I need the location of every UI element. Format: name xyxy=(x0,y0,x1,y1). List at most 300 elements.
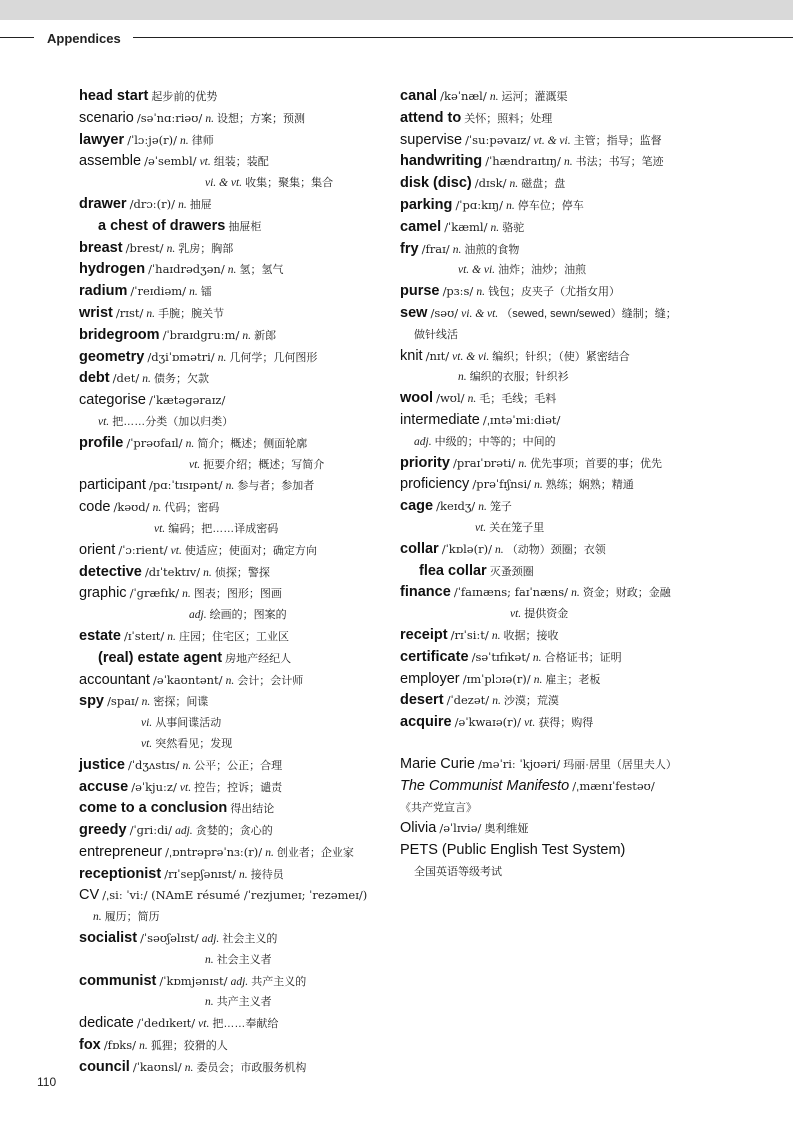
headword: estate xyxy=(79,627,121,644)
part-of-speech: adj. xyxy=(201,933,220,946)
phonetic: /ˈkɒlə(r)/ xyxy=(441,541,492,556)
headword: code xyxy=(79,499,111,516)
definition: 共产主义者 xyxy=(216,996,272,1009)
definition: （sewed, sewn/sewed）缝制；缝； xyxy=(501,307,677,320)
vocab-entry xyxy=(79,562,384,584)
entry-continuation xyxy=(79,907,384,928)
part-of-speech: n. xyxy=(225,480,235,493)
phonetic: /səʊ/ xyxy=(430,305,459,320)
part-of-speech: n. xyxy=(458,371,467,384)
definition: 油炸；油炒；油煎 xyxy=(498,264,587,277)
part-of-speech: n. xyxy=(205,996,214,1009)
phonetic: /ˈɡræfɪk/ xyxy=(129,586,180,601)
vocab-entry xyxy=(79,777,384,799)
entry-continuation xyxy=(79,605,384,626)
definition: 灭蚤颈圈 xyxy=(489,565,534,578)
headword: hydrogen xyxy=(79,261,146,278)
phonetic: /kəʊd/ xyxy=(113,500,150,515)
definition: 关怀；照料；处理 xyxy=(464,112,553,125)
headword: Marie Curie xyxy=(400,755,475,772)
entry-continuation xyxy=(400,432,785,453)
part-of-speech: adj. xyxy=(230,975,249,988)
definition: 奥利维娅 xyxy=(484,823,529,836)
headword: radium xyxy=(79,283,128,300)
part-of-speech: vt. xyxy=(141,737,153,750)
phonetic: /brest/ xyxy=(125,240,164,255)
vocab-entry xyxy=(79,842,384,864)
part-of-speech: n. xyxy=(227,264,237,277)
headword: come to a conclusion xyxy=(79,800,228,817)
headword: flea collar xyxy=(419,562,487,579)
headword: wrist xyxy=(79,304,113,321)
part-of-speech: vi. xyxy=(141,717,153,730)
phonetic: /prəˈfɪʃnsi/ xyxy=(472,477,531,492)
headword: priority xyxy=(400,454,450,471)
top-bar xyxy=(0,0,793,20)
phonetic: /ɪˈsteɪt/ xyxy=(123,628,165,643)
definition: 密探；间谍 xyxy=(153,696,209,709)
part-of-speech: vt. xyxy=(154,522,166,535)
headword: sew xyxy=(400,304,428,321)
entry-continuation xyxy=(400,798,785,819)
vocab-entry xyxy=(79,691,384,713)
headword: profile xyxy=(79,434,124,451)
part-of-speech: n. xyxy=(491,629,501,642)
right-column xyxy=(400,86,785,883)
part-of-speech: n. xyxy=(217,351,227,364)
definition: 编织；针织；（使）紧密结合 xyxy=(492,350,630,363)
headword: handwriting xyxy=(400,153,483,170)
entry-continuation xyxy=(79,713,384,734)
entry-continuation xyxy=(79,173,384,194)
definition: 收集；聚集；集合 xyxy=(245,177,334,190)
headword: council xyxy=(79,1058,130,1075)
definition: 社会主义者 xyxy=(216,953,272,966)
part-of-speech: n. xyxy=(189,286,198,299)
definition: 得出结论 xyxy=(230,803,275,816)
part-of-speech: vt. xyxy=(510,608,522,621)
definition: 把……奉献给 xyxy=(212,1018,279,1031)
headword: certificate xyxy=(400,648,469,665)
vocab-entry xyxy=(79,130,384,152)
phonetic: /drɔː(r)/ xyxy=(129,196,176,211)
definition: 使适应；使面对；确定方向 xyxy=(184,544,317,557)
part-of-speech: n. xyxy=(533,673,543,686)
phonetic: /dɪsk/ xyxy=(474,176,507,191)
headword: assemble xyxy=(79,153,142,170)
definition: 书法；书写；笔迹 xyxy=(575,156,664,169)
part-of-speech: n. xyxy=(182,588,191,601)
phonetic: /praɪˈɒrəti/ xyxy=(453,455,516,470)
definition: 创业者；企业家 xyxy=(276,846,354,859)
vocab-entry xyxy=(79,648,384,670)
vocab-entry xyxy=(400,690,785,712)
part-of-speech: n. xyxy=(467,393,477,406)
part-of-speech: n. xyxy=(492,695,501,708)
definition: 提供资金 xyxy=(524,608,569,621)
part-of-speech: n. xyxy=(178,198,187,211)
part-of-speech: vt. & vi. xyxy=(458,264,496,277)
definition: 起步前的优势 xyxy=(151,91,218,103)
definition: 抽屉 xyxy=(189,198,212,211)
headword: orient xyxy=(79,541,116,558)
part-of-speech: n. xyxy=(476,286,485,299)
phonetic: /rɪˈsepʃənɪst/ xyxy=(164,866,236,881)
part-of-speech: n. xyxy=(93,911,102,924)
vocab-entry xyxy=(79,583,384,605)
vocab-entry xyxy=(400,217,785,239)
part-of-speech: vi. & vt. xyxy=(461,307,499,320)
part-of-speech: n. xyxy=(489,91,499,103)
phonetic: /ˈfaɪnæns; faɪˈnæns/ xyxy=(453,585,569,600)
definition: 乳房；胸部 xyxy=(178,242,234,255)
entry-continuation xyxy=(79,455,384,476)
definition: 运河；灌溉渠 xyxy=(501,91,568,103)
phonetic: /ˈreɪdiəm/ xyxy=(130,284,187,299)
headword: intermediate xyxy=(400,411,480,428)
part-of-speech: n. xyxy=(205,112,214,125)
headword: greedy xyxy=(79,822,127,839)
phonetic: /ˈdezət/ xyxy=(446,693,490,708)
vocab-entry xyxy=(79,151,384,173)
part-of-speech: n. xyxy=(518,457,527,470)
phonetic: /səˈtɪfɪkət/ xyxy=(471,649,530,664)
entry-continuation xyxy=(79,412,384,433)
entry-continuation xyxy=(400,862,785,883)
definition: 委员会；市政服务机构 xyxy=(196,1061,307,1074)
headword: scenario xyxy=(79,109,134,126)
vocab-entry xyxy=(79,928,384,950)
definition: 笼子 xyxy=(489,501,512,514)
definition: 几何学；几何图形 xyxy=(229,351,318,364)
part-of-speech: n. xyxy=(141,696,151,709)
phonetic: /nɪt/ xyxy=(425,348,450,363)
entry-continuation xyxy=(400,604,785,625)
phonetic: /ˈɔːrient/ xyxy=(118,542,168,557)
definition: 玛丽·居里（居里夫人） xyxy=(563,758,677,771)
definition: 图表；图形；图画 xyxy=(193,588,282,601)
headword: proficiency xyxy=(400,476,470,493)
headword: participant xyxy=(79,477,146,494)
headword: finance xyxy=(400,584,451,601)
phonetic: /ˈpɑːkɪŋ/ xyxy=(455,197,503,212)
vocab-entry xyxy=(400,754,785,776)
vocab-entry xyxy=(400,669,785,691)
definition: 全国英语等级考试 xyxy=(414,865,502,878)
definition: 从事间谍活动 xyxy=(155,717,222,730)
headword: drawer xyxy=(79,195,127,212)
page-number: 110 xyxy=(37,1075,57,1089)
definition: 把……分类（加以归类） xyxy=(112,415,234,428)
vocab-entry xyxy=(400,151,785,173)
vocab-entry xyxy=(400,561,785,583)
phonetic: /ˈhændraɪtɪŋ/ xyxy=(485,154,561,169)
phonetic: /dɪˈtektɪv/ xyxy=(144,564,201,579)
part-of-speech: n. xyxy=(534,479,543,492)
definition: （动物）颈圈；衣领 xyxy=(506,543,606,556)
phonetic: /ˈkæml/ xyxy=(444,219,488,234)
phonetic: /ˈsuːpəvaɪz/ xyxy=(465,132,531,147)
definition: 侦探；警探 xyxy=(214,566,270,579)
vocab-entry xyxy=(79,497,384,519)
vocab-entry xyxy=(79,216,384,238)
vocab-entry xyxy=(79,325,384,347)
vocab-entry xyxy=(400,539,785,561)
vocab-entry xyxy=(79,86,384,108)
vocab-entry xyxy=(400,239,785,261)
phonetic: /fraɪ/ xyxy=(421,241,450,256)
definition: 磁盘；盘 xyxy=(521,178,566,191)
part-of-speech: adj. xyxy=(189,609,207,622)
part-of-speech: vt. xyxy=(199,156,211,169)
definition: 共产主义的 xyxy=(251,975,307,988)
definition: 房地产经纪人 xyxy=(225,652,292,665)
vocab-entry xyxy=(400,388,785,410)
definition: 组装；装配 xyxy=(213,156,269,169)
part-of-speech: vt. xyxy=(170,544,182,557)
phonetic: /səˈnɑːriəʊ/ xyxy=(136,110,203,125)
spacer xyxy=(400,734,785,754)
definition: 贪婪的；贪心的 xyxy=(195,825,273,838)
definition: 编织的衣服；针织衫 xyxy=(469,371,569,384)
vocab-entry xyxy=(400,130,785,152)
vocab-entry xyxy=(79,670,384,692)
vocab-entry xyxy=(79,540,384,562)
definition: 接待员 xyxy=(250,868,284,881)
phonetic: /ˈkætəɡəraɪz/ xyxy=(148,393,226,408)
part-of-speech: adj. xyxy=(175,825,193,838)
vocab-entry xyxy=(79,626,384,648)
part-of-speech: n. xyxy=(506,199,515,212)
part-of-speech: n. xyxy=(452,243,462,256)
phonetic: /əˈsembl/ xyxy=(144,154,197,169)
vocab-entry xyxy=(79,755,384,777)
phonetic: /keɪdʒ/ xyxy=(436,499,476,514)
phonetic: /ˈɡriːdi/ xyxy=(129,823,172,838)
headword: accuse xyxy=(79,778,129,795)
vocab-entry xyxy=(400,776,785,798)
vocab-entry xyxy=(400,108,785,130)
phonetic: /ˌmænɪˈfestəʊ/ xyxy=(572,778,655,793)
definition: 履历；简历 xyxy=(104,911,160,924)
definition: 熟练；娴熟；精通 xyxy=(545,479,634,492)
part-of-speech: n. xyxy=(571,587,580,600)
headword: accountant xyxy=(79,671,150,688)
part-of-speech: n. xyxy=(142,373,151,386)
part-of-speech: vt. & vi. xyxy=(533,134,571,147)
definition: 中级的；中等的；中间的 xyxy=(434,435,556,448)
phonetic: /wʊl/ xyxy=(436,391,465,406)
headword: bridegroom xyxy=(79,326,160,343)
definition: 绘画的；图案的 xyxy=(209,609,287,622)
vocab-entry xyxy=(79,347,384,369)
headword: justice xyxy=(79,756,125,773)
headword: collar xyxy=(400,540,439,557)
definition: 氢；氢气 xyxy=(239,264,284,277)
part-of-speech: n. xyxy=(205,953,214,966)
definition: 设想；方案；预测 xyxy=(217,112,305,125)
phonetic: /ˈkaʊnsl/ xyxy=(132,1059,182,1074)
definition: 雇主；老板 xyxy=(545,673,601,686)
part-of-speech: n. xyxy=(225,674,235,687)
definition: 新郎 xyxy=(254,329,277,342)
definition: 公平；公正；合理 xyxy=(194,759,283,772)
vocab-entry xyxy=(400,496,785,518)
definition: 合格证书；证明 xyxy=(544,651,622,664)
part-of-speech: n. xyxy=(265,846,274,859)
definition: 参与者；参加者 xyxy=(237,480,315,493)
headword: detective xyxy=(79,563,142,580)
part-of-speech: n. xyxy=(139,1040,148,1053)
vocab-entry xyxy=(79,1035,384,1057)
phonetic: /spaɪ/ xyxy=(107,694,139,709)
vocab-entry xyxy=(79,1013,384,1035)
headword: supervise xyxy=(400,131,463,148)
part-of-speech: n. xyxy=(180,134,189,147)
phonetic: /ˌɒntrəprəˈnɜː(r)/ xyxy=(165,844,263,859)
headword: debt xyxy=(79,370,110,387)
part-of-speech: n. xyxy=(490,221,500,234)
headword: dedicate xyxy=(79,1015,134,1032)
definition: 抽屉柜 xyxy=(228,220,262,233)
vocab-entry xyxy=(400,453,785,475)
definition: 狐狸；狡猾的人 xyxy=(150,1040,228,1053)
phonetic: /rɪˈsiːt/ xyxy=(450,627,489,642)
definition: 会计；会计师 xyxy=(237,674,304,687)
phonetic: /ˈlɔːjə(r)/ xyxy=(127,132,177,147)
entry-continuation xyxy=(400,367,785,388)
phonetic: /pɜːs/ xyxy=(442,284,474,299)
part-of-speech: vt. xyxy=(189,458,201,471)
entry-continuation xyxy=(79,734,384,755)
entry-continuation xyxy=(400,518,785,539)
part-of-speech: vt. xyxy=(475,521,487,534)
phonetic: /əˈkaʊntənt/ xyxy=(153,672,223,687)
part-of-speech: n. xyxy=(166,242,176,255)
phonetic: /kəˈnæl/ xyxy=(440,89,487,103)
vocab-entry xyxy=(79,1057,384,1079)
headword: desert xyxy=(400,692,444,709)
vocab-entry xyxy=(400,303,785,325)
definition: 律师 xyxy=(191,134,214,147)
vocab-entry xyxy=(79,820,384,842)
headword: wool xyxy=(400,390,434,407)
phonetic: /əˈkwaɪə(r)/ xyxy=(454,715,521,730)
vocab-entry xyxy=(79,971,384,993)
headword: communist xyxy=(79,972,157,989)
phonetic: /rɪst/ xyxy=(115,305,144,320)
vocab-entry xyxy=(400,818,785,840)
part-of-speech: vi. & vt. xyxy=(205,177,243,190)
vocab-entry xyxy=(400,410,785,432)
vocab-entry xyxy=(400,647,785,669)
definition: 庄园；住宅区；工业区 xyxy=(178,630,289,643)
definition: 钱包；皮夹子（尤指女用） xyxy=(488,286,621,299)
headword: entrepreneur xyxy=(79,843,163,860)
phonetic: /ˈsəʊʃəlɪst/ xyxy=(140,931,199,946)
vocab-entry xyxy=(400,346,785,368)
part-of-speech: n. xyxy=(152,502,162,515)
headword: knit xyxy=(400,347,423,364)
vocab-entry xyxy=(79,303,384,325)
headword: head start xyxy=(79,88,149,104)
section-title: Appendices xyxy=(47,31,121,46)
header-rule-right xyxy=(133,37,793,38)
part-of-speech: vt. & vi. xyxy=(452,350,490,363)
definition: 停车位；停车 xyxy=(517,199,584,212)
vocab-entry xyxy=(400,474,785,496)
vocab-entry xyxy=(400,173,785,195)
vocab-entry xyxy=(400,625,785,647)
definition: 做针线活 xyxy=(414,328,458,341)
headword: employer xyxy=(400,670,460,687)
definition: 社会主义的 xyxy=(222,933,278,946)
phonetic: /əˈkjuːz/ xyxy=(131,779,177,794)
definition: 手腕；腕关节 xyxy=(158,307,225,320)
part-of-speech: n. xyxy=(146,307,156,320)
part-of-speech: n. xyxy=(242,329,252,342)
headword: camel xyxy=(400,218,442,235)
definition: 优先事项；首要的事；优先 xyxy=(530,457,663,470)
headword: CV xyxy=(79,887,100,904)
vocab-entry xyxy=(79,798,384,820)
vocab-entry xyxy=(79,885,384,907)
headword: breast xyxy=(79,239,123,256)
headword: purse xyxy=(400,283,440,300)
definition: 关在笼子里 xyxy=(489,521,545,534)
definition: 油煎的食物 xyxy=(464,243,520,256)
phonetic: /əˈlɪviə/ xyxy=(439,821,482,836)
part-of-speech: n. xyxy=(203,566,212,579)
definition: 获得；购得 xyxy=(538,717,594,730)
vocab-entry xyxy=(400,86,785,108)
phonetic: /fɒks/ xyxy=(103,1038,137,1053)
vocab-entry xyxy=(79,238,384,260)
vocab-entry xyxy=(79,475,384,497)
vocab-entry xyxy=(400,840,785,862)
headword: cage xyxy=(400,498,434,515)
definition: 《共产党宣言》 xyxy=(400,801,477,814)
phonetic: /ˈkɒmjənɪst/ xyxy=(159,973,228,988)
vocab-entry xyxy=(79,864,384,886)
vocab-entry xyxy=(79,194,384,216)
headword: disk (disc) xyxy=(400,175,472,192)
vocab-entry xyxy=(79,390,384,412)
definition: 收据；接收 xyxy=(503,629,559,642)
vocab-entry xyxy=(79,281,384,303)
part-of-speech: n. xyxy=(182,759,192,772)
part-of-speech: n. xyxy=(239,868,248,881)
definition: 突然看见；发现 xyxy=(155,737,233,750)
definition: 主管；指导；监督 xyxy=(573,134,662,147)
phonetic: /ˈbraɪdɡruːm/ xyxy=(162,327,240,342)
headword: socialist xyxy=(79,930,138,947)
part-of-speech: n. xyxy=(478,501,487,514)
phonetic: /ɪmˈplɔɪə(r)/ xyxy=(462,671,531,686)
part-of-speech: n. xyxy=(509,178,519,191)
headword: a chest of drawers xyxy=(98,217,226,234)
definition: 代码；密码 xyxy=(164,502,220,515)
part-of-speech: n. xyxy=(185,437,195,450)
phonetic: /ˌɪntəˈmiːdiət/ xyxy=(482,412,561,427)
part-of-speech: vt. xyxy=(198,1018,210,1031)
entry-continuation xyxy=(400,325,785,346)
headword: graphic xyxy=(79,585,127,602)
vocab-entry xyxy=(400,195,785,217)
headword: fry xyxy=(400,240,419,257)
headword: (real) estate agent xyxy=(98,649,223,666)
definition: 控告；控诉；谴责 xyxy=(194,781,283,794)
